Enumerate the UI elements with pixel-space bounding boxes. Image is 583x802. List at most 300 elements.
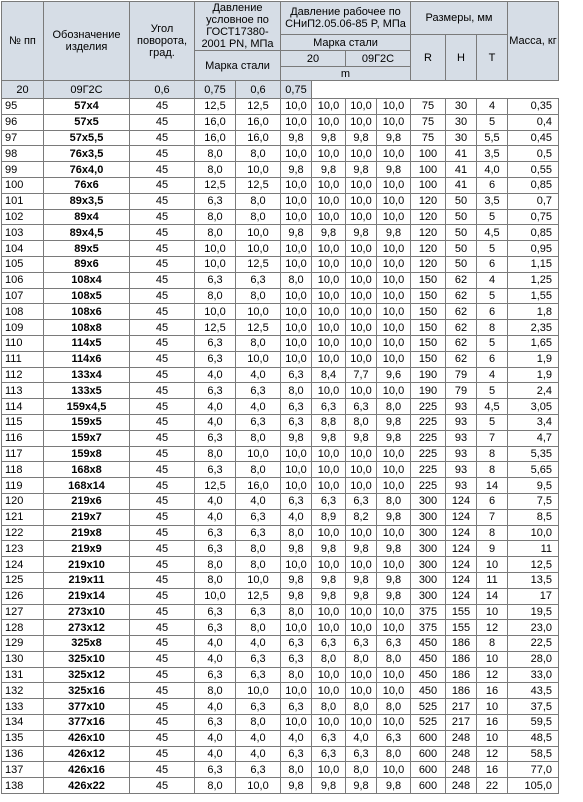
p-09g2s-0-6: 9,8 [346, 162, 377, 178]
p-20-0-6: 6,3 [281, 493, 312, 509]
row-mass: 1,55 [508, 288, 559, 304]
row-mass: 0,95 [508, 241, 559, 257]
pn-09g2s: 8,0 [236, 557, 281, 573]
pn-09g2s: 4,0 [236, 746, 281, 762]
row-angle: 45 [130, 430, 195, 446]
dim-r: 225 [411, 462, 446, 478]
row-mass: 13,5 [508, 572, 559, 588]
dim-h: 62 [446, 288, 477, 304]
dim-t: 6 [477, 256, 508, 272]
dim-h: 41 [446, 146, 477, 162]
table-row [2, 557, 559, 573]
pn-20: 4,0 [195, 367, 236, 383]
p-20-0-6: 6,3 [281, 651, 312, 667]
p-20-0-75: 6,3 [312, 636, 346, 652]
row-designation: 219x7 [44, 509, 130, 525]
table-row [2, 478, 559, 494]
row-num: 99 [2, 162, 44, 178]
dim-h: 93 [446, 414, 477, 430]
row-designation: 108x5 [44, 288, 130, 304]
table-row [2, 367, 559, 383]
p-20-0-75: 10,0 [312, 177, 346, 193]
pn-20: 6,3 [195, 620, 236, 636]
p-09g2s-0-6: 9,8 [346, 588, 377, 604]
p-09g2s-0-6: 10,0 [346, 620, 377, 636]
table-row [2, 604, 559, 620]
row-mass: 23,0 [508, 620, 559, 636]
table-row [2, 162, 559, 178]
table-row [2, 209, 559, 225]
row-designation: 219x6 [44, 493, 130, 509]
pn-09g2s: 8,0 [236, 620, 281, 636]
pn-20: 10,0 [195, 256, 236, 272]
dim-h: 50 [446, 225, 477, 241]
pn-09g2s: 10,0 [236, 683, 281, 699]
p-20-0-75: 10,0 [312, 272, 346, 288]
p-20-0-6: 10,0 [281, 478, 312, 494]
row-mass: 48,5 [508, 730, 559, 746]
p-20-0-75: 9,8 [312, 588, 346, 604]
row-designation: 108x8 [44, 320, 130, 336]
dim-r: 225 [411, 414, 446, 430]
dim-h: 248 [446, 730, 477, 746]
dim-t: 8 [477, 320, 508, 336]
p-09g2s-0-75: 8,0 [377, 493, 411, 509]
row-angle: 45 [130, 256, 195, 272]
p-20-0-75: 9,8 [312, 572, 346, 588]
p-09g2s-0-6: 10,0 [346, 383, 377, 399]
p-20-0-75: 10,0 [312, 762, 346, 778]
row-mass: 0,5 [508, 146, 559, 162]
row-angle: 45 [130, 209, 195, 225]
pn-09g2s: 6,3 [236, 699, 281, 715]
dim-t: 4,5 [477, 399, 508, 415]
row-num: 113 [2, 383, 44, 399]
pn-09g2s: 6,3 [236, 414, 281, 430]
pn-20: 6,3 [195, 541, 236, 557]
dim-t: 9 [477, 541, 508, 557]
row-mass: 5,65 [508, 462, 559, 478]
row-mass: 12,5 [508, 557, 559, 573]
p-20-0-75: 10,0 [312, 304, 346, 320]
p-09g2s-0-75: 8,0 [377, 651, 411, 667]
row-designation: 89x6 [44, 256, 130, 272]
p-20-0-75: 10,0 [312, 557, 346, 573]
dim-t: 5 [477, 335, 508, 351]
p-09g2s-0-75: 9,8 [377, 509, 411, 525]
dim-h: 50 [446, 209, 477, 225]
table-row [2, 730, 559, 746]
row-mass: 8,5 [508, 509, 559, 525]
row-mass: 0,45 [508, 130, 559, 146]
dim-h: 186 [446, 651, 477, 667]
p-20-0-75: 10,0 [312, 683, 346, 699]
p-20-0-6: 10,0 [281, 193, 312, 209]
dim-h: 124 [446, 557, 477, 573]
dim-r: 450 [411, 667, 446, 683]
pn-20: 6,3 [195, 462, 236, 478]
row-num: 124 [2, 557, 44, 573]
row-designation: 219x10 [44, 557, 130, 573]
header-p-col-1: 0,6 [130, 81, 195, 99]
dim-r: 450 [411, 651, 446, 667]
p-09g2s-0-75: 9,8 [377, 778, 411, 794]
row-num: 98 [2, 146, 44, 162]
p-09g2s-0-75: 10,0 [377, 667, 411, 683]
p-20-0-75: 8,4 [312, 367, 346, 383]
p-20-0-6: 10,0 [281, 351, 312, 367]
dim-r: 300 [411, 572, 446, 588]
table-row [2, 114, 559, 130]
dim-r: 375 [411, 604, 446, 620]
dim-t: 3,5 [477, 146, 508, 162]
table-row [2, 446, 559, 462]
dim-h: 62 [446, 335, 477, 351]
dim-r: 225 [411, 446, 446, 462]
p-09g2s-0-75: 10,0 [377, 304, 411, 320]
header-dim-t: T [477, 35, 508, 81]
table-row [2, 304, 559, 320]
pn-09g2s: 8,0 [236, 541, 281, 557]
row-designation: 377x16 [44, 715, 130, 731]
row-designation: 325x10 [44, 651, 130, 667]
p-09g2s-0-75: 9,8 [377, 430, 411, 446]
table-row [2, 399, 559, 415]
row-num: 106 [2, 272, 44, 288]
dim-t: 8 [477, 636, 508, 652]
p-20-0-6: 10,0 [281, 99, 312, 115]
p-20-0-75: 8,0 [312, 651, 346, 667]
header-p-group-09g2s: 09Г2С [346, 51, 411, 67]
p-20-0-6: 8,0 [281, 667, 312, 683]
pn-20: 4,0 [195, 399, 236, 415]
table-row [2, 288, 559, 304]
pn-20: 12,5 [195, 478, 236, 494]
p-20-0-6: 10,0 [281, 177, 312, 193]
pn-20: 6,3 [195, 667, 236, 683]
dim-t: 6 [477, 351, 508, 367]
dim-r: 190 [411, 383, 446, 399]
row-designation: 168x14 [44, 478, 130, 494]
row-mass: 0,75 [508, 209, 559, 225]
p-09g2s-0-6: 9,8 [346, 572, 377, 588]
p-09g2s-0-6: 10,0 [346, 304, 377, 320]
dim-h: 124 [446, 588, 477, 604]
p-09g2s-0-6: 4,0 [346, 730, 377, 746]
row-num: 107 [2, 288, 44, 304]
dim-t: 6 [477, 177, 508, 193]
table-row [2, 462, 559, 478]
row-num: 130 [2, 651, 44, 667]
pn-09g2s: 12,5 [236, 320, 281, 336]
p-09g2s-0-75: 6,3 [377, 636, 411, 652]
p-20-0-6: 10,0 [281, 256, 312, 272]
dim-r: 150 [411, 351, 446, 367]
p-09g2s-0-6: 9,8 [346, 130, 377, 146]
p-20-0-75: 6,3 [312, 746, 346, 762]
p-20-0-75: 10,0 [312, 99, 346, 115]
row-designation: 219x14 [44, 588, 130, 604]
p-20-0-6: 10,0 [281, 320, 312, 336]
table-row [2, 525, 559, 541]
p-09g2s-0-75: 8,0 [377, 699, 411, 715]
p-09g2s-0-6: 8,2 [346, 509, 377, 525]
p-20-0-6: 6,3 [281, 636, 312, 652]
p-09g2s-0-75: 10,0 [377, 478, 411, 494]
p-09g2s-0-6: 10,0 [346, 335, 377, 351]
table-row [2, 762, 559, 778]
dim-r: 600 [411, 730, 446, 746]
row-mass: 5,35 [508, 446, 559, 462]
dim-t: 5 [477, 114, 508, 130]
pn-20: 4,0 [195, 746, 236, 762]
p-09g2s-0-6: 10,0 [346, 99, 377, 115]
table-row [2, 746, 559, 762]
header-pn-col-09g2s: 09Г2С [44, 81, 130, 99]
row-mass: 9,5 [508, 478, 559, 494]
dim-h: 217 [446, 699, 477, 715]
row-mass: 3,4 [508, 414, 559, 430]
table-body [2, 99, 559, 794]
p-09g2s-0-6: 10,0 [346, 241, 377, 257]
dim-t: 4 [477, 99, 508, 115]
dim-h: 217 [446, 715, 477, 731]
pn-20: 4,0 [195, 730, 236, 746]
row-num: 127 [2, 604, 44, 620]
pn-09g2s: 4,0 [236, 636, 281, 652]
dim-t: 4,0 [477, 162, 508, 178]
row-designation: 219x8 [44, 525, 130, 541]
p-20-0-75: 10,0 [312, 256, 346, 272]
row-designation: 273x10 [44, 604, 130, 620]
header-p-col-3: 0,6 [236, 81, 281, 99]
row-mass: 105,0 [508, 778, 559, 794]
row-num: 108 [2, 304, 44, 320]
pn-09g2s: 4,0 [236, 367, 281, 383]
dim-t: 14 [477, 588, 508, 604]
pn-20: 10,0 [195, 304, 236, 320]
row-angle: 45 [130, 288, 195, 304]
p-09g2s-0-6: 10,0 [346, 604, 377, 620]
row-angle: 45 [130, 762, 195, 778]
pn-20: 12,5 [195, 177, 236, 193]
row-designation: 325x12 [44, 667, 130, 683]
dim-r: 525 [411, 699, 446, 715]
p-09g2s-0-75: 10,0 [377, 383, 411, 399]
pn-20: 4,0 [195, 636, 236, 652]
dim-r: 600 [411, 762, 446, 778]
pn-20: 6,3 [195, 762, 236, 778]
row-angle: 45 [130, 715, 195, 731]
p-20-0-6: 9,8 [281, 778, 312, 794]
dim-t: 16 [477, 762, 508, 778]
row-designation: 168x8 [44, 462, 130, 478]
dim-t: 11 [477, 572, 508, 588]
p-09g2s-0-75: 10,0 [377, 99, 411, 115]
row-num: 100 [2, 177, 44, 193]
pn-09g2s: 12,5 [236, 99, 281, 115]
pn-20: 6,3 [195, 430, 236, 446]
p-20-0-75: 10,0 [312, 620, 346, 636]
p-20-0-75: 10,0 [312, 604, 346, 620]
p-09g2s-0-6: 10,0 [346, 114, 377, 130]
pn-20: 6,3 [195, 525, 236, 541]
dim-t: 12 [477, 667, 508, 683]
dim-h: 124 [446, 509, 477, 525]
p-20-0-6: 10,0 [281, 304, 312, 320]
pn-20: 6,3 [195, 383, 236, 399]
p-20-0-75: 10,0 [312, 114, 346, 130]
row-num: 112 [2, 367, 44, 383]
p-20-0-75: 9,8 [312, 130, 346, 146]
row-num: 132 [2, 683, 44, 699]
p-09g2s-0-6: 6,3 [346, 746, 377, 762]
row-angle: 45 [130, 667, 195, 683]
header-p-col-2: 0,75 [195, 81, 236, 99]
pn-09g2s: 6,3 [236, 383, 281, 399]
dim-t: 8 [477, 525, 508, 541]
row-designation: 377x10 [44, 699, 130, 715]
pn-20: 4,0 [195, 699, 236, 715]
row-mass: 58,5 [508, 746, 559, 762]
row-angle: 45 [130, 730, 195, 746]
p-09g2s-0-6: 7,7 [346, 367, 377, 383]
dim-r: 300 [411, 557, 446, 573]
p-09g2s-0-6: 6,3 [346, 636, 377, 652]
pn-09g2s: 10,0 [236, 162, 281, 178]
dim-t: 16 [477, 683, 508, 699]
row-designation: 133x4 [44, 367, 130, 383]
dim-r: 120 [411, 256, 446, 272]
p-20-0-75: 8,9 [312, 509, 346, 525]
dim-r: 300 [411, 493, 446, 509]
row-designation: 89x5 [44, 241, 130, 257]
row-designation: 57x5 [44, 114, 130, 130]
pn-09g2s: 8,0 [236, 209, 281, 225]
p-09g2s-0-6: 10,0 [346, 446, 377, 462]
row-num: 126 [2, 588, 44, 604]
p-09g2s-0-6: 6,3 [346, 399, 377, 415]
row-num: 111 [2, 351, 44, 367]
dim-r: 75 [411, 99, 446, 115]
pn-20: 4,0 [195, 651, 236, 667]
pn-20: 8,0 [195, 683, 236, 699]
dim-r: 120 [411, 193, 446, 209]
row-angle: 45 [130, 335, 195, 351]
dim-h: 62 [446, 320, 477, 336]
row-designation: 426x16 [44, 762, 130, 778]
table-row [2, 272, 559, 288]
p-20-0-75: 8,8 [312, 414, 346, 430]
p-09g2s-0-6: 10,0 [346, 683, 377, 699]
row-angle: 45 [130, 525, 195, 541]
pn-20: 8,0 [195, 209, 236, 225]
dim-t: 5 [477, 414, 508, 430]
table-header [2, 2, 559, 99]
row-num: 119 [2, 478, 44, 494]
p-09g2s-0-75: 10,0 [377, 146, 411, 162]
dim-h: 62 [446, 351, 477, 367]
row-angle: 45 [130, 383, 195, 399]
row-designation: 426x10 [44, 730, 130, 746]
p-09g2s-0-6: 10,0 [346, 557, 377, 573]
row-angle: 45 [130, 620, 195, 636]
row-angle: 45 [130, 225, 195, 241]
pn-09g2s: 12,5 [236, 588, 281, 604]
pn-09g2s: 6,3 [236, 667, 281, 683]
row-designation: 76x3,5 [44, 146, 130, 162]
dim-h: 124 [446, 493, 477, 509]
dim-t: 4,5 [477, 225, 508, 241]
row-num: 105 [2, 256, 44, 272]
row-designation: 426x12 [44, 746, 130, 762]
pn-20: 10,0 [195, 588, 236, 604]
p-20-0-6: 8,0 [281, 525, 312, 541]
pn-09g2s: 16,0 [236, 114, 281, 130]
header-mass: Масса, кг [508, 2, 559, 81]
dim-r: 150 [411, 288, 446, 304]
p-20-0-6: 9,8 [281, 588, 312, 604]
header-dims-title: Размеры, мм [411, 2, 508, 35]
table-row [2, 383, 559, 399]
header-num: № пп [2, 2, 44, 81]
pn-20: 8,0 [195, 288, 236, 304]
pn-09g2s: 8,0 [236, 288, 281, 304]
p-20-0-6: 10,0 [281, 114, 312, 130]
row-num: 137 [2, 762, 44, 778]
p-09g2s-0-75: 10,0 [377, 620, 411, 636]
dim-t: 7 [477, 509, 508, 525]
row-angle: 45 [130, 746, 195, 762]
table-row [2, 636, 559, 652]
dim-t: 10 [477, 557, 508, 573]
p-09g2s-0-75: 10,0 [377, 762, 411, 778]
dim-h: 93 [446, 478, 477, 494]
table-row [2, 193, 559, 209]
pn-09g2s: 10,0 [236, 778, 281, 794]
p-09g2s-0-75: 10,0 [377, 715, 411, 731]
p-20-0-75: 10,0 [312, 478, 346, 494]
pn-09g2s: 4,0 [236, 399, 281, 415]
header-p-group-20: 20 [281, 51, 346, 67]
p-20-0-6: 6,3 [281, 367, 312, 383]
dim-r: 600 [411, 778, 446, 794]
row-mass: 10,0 [508, 525, 559, 541]
dim-t: 12 [477, 746, 508, 762]
row-mass: 1,9 [508, 367, 559, 383]
row-num: 123 [2, 541, 44, 557]
dim-r: 190 [411, 367, 446, 383]
row-mass: 1,9 [508, 351, 559, 367]
p-09g2s-0-75: 9,8 [377, 414, 411, 430]
pn-09g2s: 10,0 [236, 241, 281, 257]
row-mass: 4,7 [508, 430, 559, 446]
p-20-0-75: 9,8 [312, 225, 346, 241]
p-20-0-6: 9,8 [281, 430, 312, 446]
row-angle: 45 [130, 193, 195, 209]
p-20-0-75: 9,8 [312, 162, 346, 178]
dim-t: 16 [477, 715, 508, 731]
row-num: 115 [2, 414, 44, 430]
p-20-0-6: 8,0 [281, 604, 312, 620]
dim-h: 50 [446, 193, 477, 209]
row-designation: 159x7 [44, 430, 130, 446]
p-20-0-6: 10,0 [281, 446, 312, 462]
pn-09g2s: 8,0 [236, 462, 281, 478]
pn-09g2s: 12,5 [236, 177, 281, 193]
pn-09g2s: 4,0 [236, 730, 281, 746]
dim-h: 50 [446, 241, 477, 257]
